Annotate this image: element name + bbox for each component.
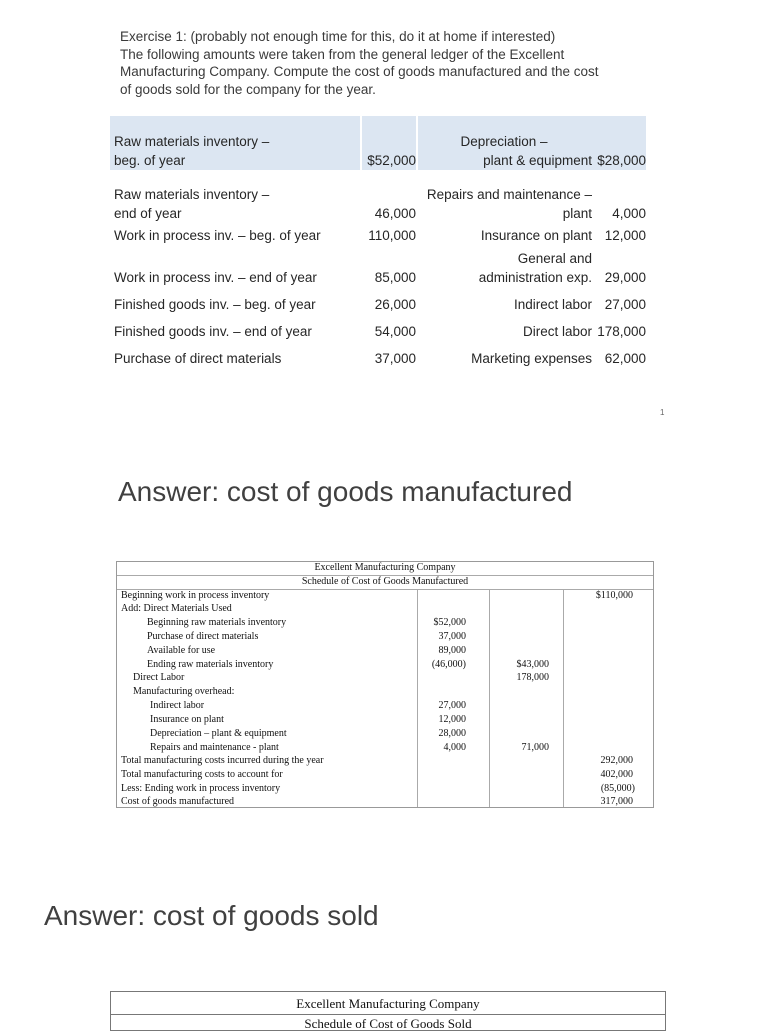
ledger-value: 29,000 xyxy=(604,270,646,285)
row-value: 292,000 xyxy=(600,755,633,766)
cogs-schedule xyxy=(110,991,666,1031)
slide-number: 1 xyxy=(660,408,665,417)
cogm-schedule xyxy=(116,561,654,808)
ledger-value: 37,000 xyxy=(374,351,416,366)
row-label: Available for use xyxy=(147,645,216,656)
ledger-label: Raw materials inventory – xyxy=(114,134,270,149)
ledger-value: 46,000 xyxy=(374,206,416,221)
row-value: (46,000) xyxy=(431,659,466,670)
row-value: 317,000 xyxy=(600,796,633,807)
ledger-value: 4,000 xyxy=(612,206,646,221)
ledger-row xyxy=(110,250,646,288)
ledger-row xyxy=(110,288,646,315)
row-value: 28,000 xyxy=(438,728,466,739)
ledger-value: 54,000 xyxy=(374,324,416,339)
row-label: Purchase of direct materials xyxy=(147,631,259,642)
ledger-row xyxy=(110,342,646,372)
ledger-row xyxy=(110,170,646,226)
schedule-title: Schedule of Cost of Goods Manufactured xyxy=(301,576,469,587)
ledger-label: end of year xyxy=(114,206,182,221)
exercise-intro xyxy=(120,28,660,98)
row-label: Insurance on plant xyxy=(150,714,224,725)
ledger-label: General and xyxy=(517,251,592,266)
intro-line: The following amounts were taken from the general ledger of the Excellent xyxy=(120,46,565,62)
ledger-label: Raw materials inventory – xyxy=(114,187,270,202)
row-label: Beginning work in process inventory xyxy=(121,590,270,601)
ledger-label: Marketing expenses xyxy=(471,351,592,366)
row-value: 27,000 xyxy=(438,700,466,711)
ledger-label: Direct labor xyxy=(522,324,592,339)
row-label: Ending raw materials inventory xyxy=(147,659,274,670)
ledger-label: plant xyxy=(562,206,592,221)
ledger-label: Repairs and maintenance – xyxy=(426,187,592,202)
row-value: 12,000 xyxy=(438,714,466,725)
row-value: (85,000) xyxy=(600,783,635,794)
row-value: $110,000 xyxy=(595,590,633,601)
row-value: 178,000 xyxy=(516,672,549,683)
intro-line: of goods sold for the company for the year. xyxy=(120,81,376,97)
ledger-label: plant & equipment xyxy=(483,153,592,168)
row-label: Repairs and maintenance - plant xyxy=(150,742,279,753)
ledger-label: Finished goods inv. – beg. of year xyxy=(114,297,316,312)
row-label: Direct Labor xyxy=(133,672,185,683)
ledger-label: Insurance on plant xyxy=(480,228,592,243)
ledger-table xyxy=(110,116,646,372)
ledger-value: 62,000 xyxy=(604,351,646,366)
ledger-row xyxy=(110,116,646,170)
ledger-value: 110,000 xyxy=(368,228,416,243)
ledger-value: 85,000 xyxy=(374,270,416,285)
ledger-label: Work in process inv. – beg. of year xyxy=(114,228,321,243)
row-label: Less: Ending work in process inventory xyxy=(121,783,281,794)
ledger-row xyxy=(110,226,646,250)
ledger-label: Depreciation – xyxy=(460,134,548,149)
row-label: Beginning raw materials inventory xyxy=(147,617,287,628)
row-label: Cost of goods manufactured xyxy=(121,796,235,807)
ledger-value: 26,000 xyxy=(374,297,416,312)
row-label: Indirect labor xyxy=(150,700,205,711)
ledger-label: Purchase of direct materials xyxy=(114,351,282,366)
ledger-value: $52,000 xyxy=(367,153,416,168)
row-label: Total manufacturing costs incurred during the year xyxy=(121,755,324,766)
row-label: Total manufacturing costs to account for xyxy=(121,769,283,780)
row-value: 89,000 xyxy=(438,645,466,656)
schedule-title: Schedule of Cost of Goods Sold xyxy=(304,1016,472,1031)
ledger-value: 178,000 xyxy=(597,324,646,339)
row-value: 4,000 xyxy=(443,742,466,753)
intro-line: Exercise 1: (probably not enough time for this, do it at home if interested) xyxy=(120,29,556,44)
schedule-company: Excellent Manufacturing Company xyxy=(296,996,480,1011)
ledger-value: 27,000 xyxy=(604,297,646,312)
intro-line: Manufacturing Company. Compute the cost of goods manufactured and the cost xyxy=(120,64,599,79)
ledger-row xyxy=(110,315,646,342)
ledger-label: administration exp. xyxy=(478,270,592,285)
schedule-company: Excellent Manufacturing Company xyxy=(314,562,456,573)
row-label: Manufacturing overhead: xyxy=(133,686,235,697)
row-value: 71,000 xyxy=(521,742,549,753)
ledger-label: Work in process inv. – end of year xyxy=(114,270,317,285)
row-value: 37,000 xyxy=(438,631,466,642)
ledger-label: beg. of year xyxy=(114,153,186,168)
row-value: $52,000 xyxy=(433,617,466,628)
ledger-value: 12,000 xyxy=(604,228,646,243)
ledger-label: Indirect labor xyxy=(513,297,592,312)
row-value: 402,000 xyxy=(600,769,633,780)
row-label: Depreciation – plant & equipment xyxy=(150,728,287,739)
ledger-value: $28,000 xyxy=(597,153,646,168)
row-label: Add: Direct Materials Used xyxy=(121,603,232,614)
heading-cogm: Answer: cost of goods manufactured xyxy=(118,476,573,507)
ledger-label: Finished goods inv. – end of year xyxy=(114,324,312,339)
row-value: $43,000 xyxy=(516,659,549,670)
heading-cogs: Answer: cost of goods sold xyxy=(44,900,379,931)
